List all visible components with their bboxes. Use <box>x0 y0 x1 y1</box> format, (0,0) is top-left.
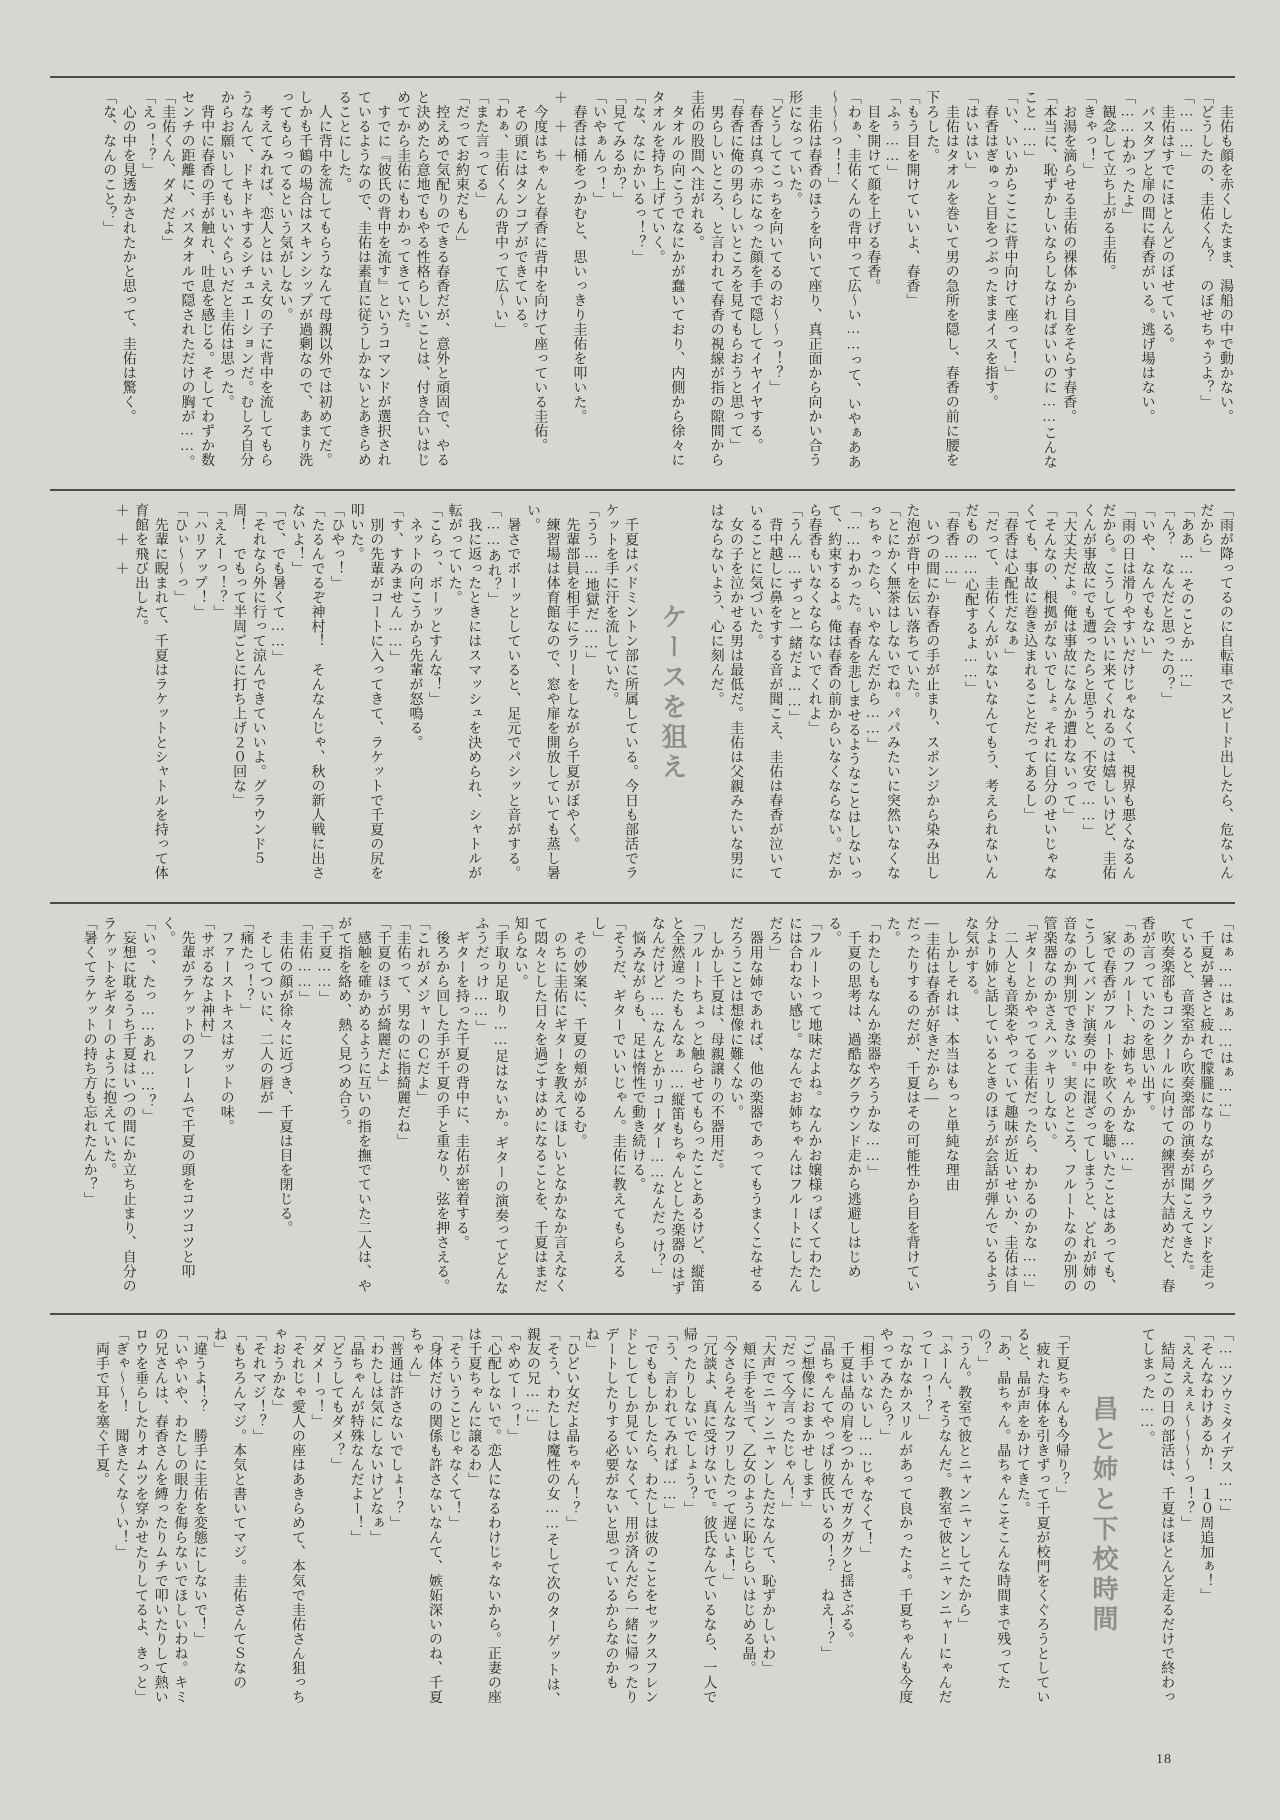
paragraph-line: そしてついに、二人の唇が― <box>257 916 273 1120</box>
page-number: 18 <box>1156 1752 1172 1767</box>
paragraph-line: ＋ ＋ ＋ <box>551 90 567 163</box>
paragraph-line: 「きゃっ！」 <box>1080 90 1096 177</box>
paragraph-line: 「だってお約束だもん」 <box>453 90 469 250</box>
paragraph-line: 「だって、圭佑くんがいないなんてもう、考えられないんだもの……心配するよ……」 <box>963 503 998 880</box>
paragraph-line: タオルの向こうでなにかが蠢いており、内側から徐々にタオルを持ち上げていく。 <box>649 90 685 467</box>
paragraph-line: 目を開けて顔を上げる春香。 <box>865 90 881 293</box>
paragraph-line: 悩みながらも、足は惰性で動き続ける。 <box>630 916 646 1192</box>
paragraph-line: 吹奏楽部もコンクールに向けての練習が大詰めだと、春香が言っていたのを思い出す。 <box>1139 916 1175 1293</box>
text-band-4 <box>50 1313 1235 1707</box>
paragraph-line: 「わたしは気にしないけどなぁ」 <box>368 1327 384 1545</box>
paragraph-line: 「わぁ、圭佑くんの背中って広～い」 <box>493 90 509 337</box>
paragraph-line: 「普通は許さないでしょ！？」 <box>387 1327 403 1530</box>
paragraph-line: 「ふぅ……」 <box>884 90 900 179</box>
section-divider-line <box>50 902 1235 904</box>
story-text-flow <box>91 1327 1071 1707</box>
paragraph-line: 「……あれ？」 <box>485 503 501 607</box>
paragraph-line: 圭佑はすでにほとんどのぼせている。 <box>1159 90 1175 351</box>
paragraph-line: 「そう、わたしは魔性の女……そして次のターゲットは、親友の兄……」 <box>525 1327 560 1706</box>
vertical-text-block-3 <box>50 916 1235 1296</box>
story-text-flow <box>99 90 1235 470</box>
vertical-text-block-4 <box>50 1327 1235 1707</box>
paragraph-line: 「もちろんマジ。本気と書いてマジ。圭佑さんてＳなのね」 <box>211 1327 247 1690</box>
paragraph-line: 「違うよ！？ 勝手に圭佑を変態にしないで！」 <box>191 1327 207 1646</box>
paragraph-line: 「な、なにかいるっ！？」 <box>630 90 646 264</box>
paragraph-line: 「どうしたの、圭佑くん？ のぼせちゃうよ？」 <box>1198 90 1214 409</box>
paragraph-line: 両手で耳を塞ぐ千夏。 <box>93 1327 109 1487</box>
paragraph-line: 「心配しないで。恋人になるわけじゃないから。正妻の座は千夏ちゃんに譲るわ」 <box>466 1327 501 1704</box>
paragraph-line: 「大丈夫だよ。俺は事故になんか遭わないって」 <box>1061 503 1077 822</box>
paragraph-line: 「そうだ、ギターでいいじゃん。圭佑に教えてもらえるし」 <box>591 916 626 1279</box>
paragraph-line: ＋ ＋ ＋ <box>113 503 129 576</box>
story-text-flow <box>79 916 1235 1296</box>
paragraph-line: 「えええぇぇ～～～～っ！？」 <box>1178 1327 1194 1530</box>
paragraph-line: 観念して立ち上がる圭佑。 <box>1100 90 1116 279</box>
paragraph-line: 先輩がラケットのフレームで千夏の頭をコツコツと叩く。 <box>159 916 195 1279</box>
story-text-flow <box>706 503 1235 883</box>
paragraph-line: その妙案に、千夏の頬がゆるむ。 <box>571 916 587 1148</box>
paragraph-line: 「だって今言ったじゃん！」 <box>779 1327 795 1516</box>
paragraph-line: 人に背中を流してもらうなんて母親以外では初めてだ。しかも千鶴の場合はスキンシップが過剰なので、あまり洗ってもらってるという気がしない。 <box>277 90 332 467</box>
text-band-3 <box>50 902 1235 1296</box>
paragraph-line: ファーストキスはガットの味。 <box>218 916 234 1134</box>
paragraph-line: 春香はぎゅっと目をつぶったままイスを指す。 <box>982 90 998 409</box>
paragraph-line: 千夏はバドミントン部に所属している。今日も部活でラケットを手に汗を流していた。 <box>603 503 638 880</box>
paragraph-line: 「な、なんのこと？」 <box>101 90 117 235</box>
paragraph-line: 「どうしてこっちを向いてるのお～～っ！？」 <box>767 90 783 395</box>
paragraph-line: 男らしいところ、と言われて春香の視線が指の隙間から圭佑の股間へ注がれる。 <box>688 90 724 467</box>
paragraph-line: 別の先輩がコートに入ってきて、ラケットで千夏の尻を叩いた。 <box>348 503 384 880</box>
paragraph-line: 「それじゃ愛人の座はあきらめて、本気で圭佑さん狙っちゃおうかな」 <box>270 1327 305 1704</box>
paragraph-line: 「あのフルート、お姉ちゃんかな……」 <box>1120 916 1136 1179</box>
paragraph-line: 「………」 <box>1178 90 1194 166</box>
paragraph-line: 妄想に耽るうち千夏はいつの間にか立ち止まり、自分のラケットをギターのように抱えていた。 <box>101 916 136 1293</box>
paragraph-line: 「うん。教室で彼とニャンニャンしてたから」 <box>956 1327 972 1632</box>
paragraph-line: 「ハリアップ！」 <box>191 503 207 619</box>
vertical-text-block-1 <box>50 90 1235 470</box>
paragraph-line: 「……わかった。春香を悲しませるようなことはしないって、約束するよ。俺は春香の前からいなくならない。だから春香もいなくならないでくれよ」 <box>806 503 861 882</box>
paragraph-line: 「春香……」 <box>943 503 959 592</box>
paragraph-line: 「千夏ちゃんも今帰り？」 <box>1054 1327 1070 1501</box>
paragraph-line: 「圭佑って、男なのに指綺麗だね」 <box>395 916 411 1148</box>
paragraph-line: だったりするのだが、千夏はその可能性から目を背けていた。 <box>884 916 920 1293</box>
story-title-akira: 昌と姉と下校時間 <box>1089 1395 1120 1635</box>
paragraph-line: バスタブと扉の間に春香がいる。逃げ場はない。 <box>1139 90 1155 424</box>
paragraph-line: 「いっ、たっ……あれ……？」 <box>140 916 156 1123</box>
paragraph-line: 「いやぁんっ！」 <box>591 90 606 206</box>
paragraph-line: 「圭佑……」 <box>297 916 313 1005</box>
paragraph-line: 「晶ちゃんてやっぱり彼氏いるの！？ ねえ！？」 <box>818 1327 834 1661</box>
paragraph-line: 圭佑も顔を赤くしたまま、湯船の中で動かない。 <box>1218 90 1233 424</box>
paragraph-line: 先輩部員を相手にラリーをしながら千夏がぼやく。 <box>564 503 580 851</box>
paragraph-line: 「手取り足取り……足はないか。ギターの演奏ってどんなふうだっけ……」 <box>473 916 509 1295</box>
paragraph-line: 頬に手を当て、乙女のように恥じらいはじめる晶。 <box>740 1327 756 1675</box>
paragraph-line: 「また言ってる」 <box>473 90 489 206</box>
paragraph-line: 「フルートって地味だよね。なんかお嬢様っぽくてわたしには合わない感じ。なんでお姉ちゃんはフルートにしたんだろ」 <box>767 916 822 1293</box>
paragraph-line: 「ああ……そのことか……」 <box>1178 503 1194 696</box>
paragraph-line: 「す、すみません……」 <box>387 503 403 665</box>
paragraph-line: その頭にはタンコブができている。 <box>512 90 528 337</box>
paragraph-line: 先輩に睨まれて、千夏はラケットとシャトルを持って体育館を飛び出した。 <box>133 503 168 880</box>
section-divider-line <box>50 489 1235 491</box>
paragraph-line: 練習場は体育館なので、窓や扉を開放していても蒸し暑い。 <box>525 503 560 880</box>
paragraph-line: ネットの向こうから先輩が怒鳴る。 <box>407 503 423 750</box>
paragraph-line: 「そんなわけあるか！ １０周追加ぁ！」 <box>1198 1327 1214 1603</box>
paragraph-line: 「ひどい女だよ晶ちゃん！？」 <box>564 1327 580 1530</box>
paragraph-line: 「そういうことじゃなくて！」 <box>446 1327 462 1530</box>
paragraph-line: 「ダメーっ！」 <box>309 1327 325 1429</box>
paragraph-line: 「春香は心配性だなぁ」 <box>1002 503 1018 663</box>
story-text-flow <box>1137 1327 1235 1707</box>
paragraph-line: 「もう目を開けていいよ、春香」 <box>904 90 920 308</box>
paragraph-line: 「やめてーっ！」 <box>505 1327 521 1443</box>
paragraph-line: 結局この日の部活は、千夏はほとんど走るだけで終わってしまった……。 <box>1139 1327 1175 1704</box>
paragraph-line: 「うう……地獄だ……」 <box>583 503 599 667</box>
paragraph-line: 「暑くてラケットの持ち方も忘れたんか？」 <box>81 916 97 1206</box>
paragraph-line: 「なかなかスリルがあって良かったよ。千夏ちゃんも今度やってみたら？」 <box>877 1327 913 1704</box>
paragraph-line: 「とにかく無茶はしないでね。パパみたいに突然いなくなっちゃったら、いやなんだから……」 <box>865 503 900 880</box>
paragraph-line: 心の中を見透かされたかと思って、圭佑は驚く。 <box>120 90 136 424</box>
paragraph-line: 「冗談よ、真に受けないで。彼氏なんているなら、一人で帰ったりしないでしょう？」 <box>681 1327 717 1704</box>
paragraph-line: 圭佑はタオルを巻いて男の急所を隠し、春香の前に腰を下ろした。 <box>924 90 959 467</box>
paragraph-line: しかし千夏は、母親譲りの不器用だ。 <box>708 916 724 1177</box>
story-title-case: ケースを狙え <box>657 603 688 783</box>
paragraph-line: 「圭佑くん、ダメだよ」 <box>159 90 175 250</box>
paragraph-line: 「相手いないし……じゃなくて！」 <box>858 1327 874 1561</box>
paragraph-line: 後ろから回した手が千夏の手と重なり、弦を押さえる。 <box>434 916 450 1293</box>
paragraph-line: 「えっ！？」 <box>140 90 156 177</box>
paragraph-line: 控えめで気配りのできる春香だが、意外と頑固で、やると決めたら意地でもやる性格らしいことは、付き合いはじめてから圭佑にもわかってきていた。 <box>395 90 450 467</box>
paragraph-line: 「見てみるか？」 <box>610 90 626 206</box>
paragraph-line: 背中に春香の手が触れ、吐息を感じる。そしてわずか数センチの距離に、バスタオルで隠されただけの胸が……。 <box>179 90 215 469</box>
paragraph-line: 疲れた身体を引きずって千夏が校門をくぐろうとしていると、晶が声をかけてきた。 <box>1014 1327 1050 1704</box>
paragraph-line: 「それマジ！？」 <box>250 1327 266 1443</box>
paragraph-line: 「ぎゃ～～！ 聞きたくな～い！」 <box>113 1327 129 1559</box>
paragraph-line: 「雨の日は滑りやすいだけじゃなくて、視界も悪くなるんだから。こうして会いに来てくれるのは嬉しいけど、圭佑くんが事故にでも遭ったらと思うと、不安で……」 <box>1080 503 1136 880</box>
paragraph-line: 「千夏のほうが綺麗だよ」 <box>375 916 391 1090</box>
paragraph-line: 千夏は晶の肩をつかんでガクガクと揺さぶる。 <box>838 1327 854 1646</box>
paragraph-line: 「ええーっ！？」 <box>211 503 227 619</box>
paragraph-line: 「はいはい」 <box>963 90 979 177</box>
paragraph-line: 背中越しに鼻をすする音が聞こえ、圭佑は春香が泣いていることに気づいた。 <box>747 503 783 880</box>
paragraph-line: 「雨が降ってるのに自転車でスピード出したら、危ないんだから」 <box>1198 503 1233 880</box>
paragraph-line: のちに圭佑にギターを教えてほしいとなかなか言えなくて悶々とした日々を過ごすはめになることを、千夏はまだ知らない。 <box>512 916 567 1293</box>
paragraph-line: 「こらっ、ボーッとすんな！」 <box>427 503 443 706</box>
paragraph-line: 千夏の思考は、過酷なグラウンド走から逃避しはじめる。 <box>826 916 861 1279</box>
vertical-text-block-2 <box>50 503 1235 883</box>
paragraph-line: 「晶ちゃんが特殊なんだよー！」 <box>348 1327 364 1545</box>
paragraph-line: 「千夏……」 <box>316 916 332 1005</box>
paragraph-line: 「大声でニャンニャンしただなんて、恥ずかしいわ」 <box>760 1327 776 1675</box>
paragraph-line: 「う、言われてみれば……」 <box>662 1327 678 1518</box>
paragraph-line: 「いやいや、わたしの眼力を侮らないでほしいわね。キミの兄さんは、春香さんを縛ったりムチで叩いたりして熱いロウを垂らしたりオムツを穿かせたりしてるよ、きっと」 <box>133 1327 188 1704</box>
paragraph-line: 「それなら外に行って涼んできていいよ。グラウンド５周！ でもって半周ごとに打ち上げ２０回な」 <box>231 503 266 866</box>
paragraph-line: 今度はちゃんと春香に背中を向けて座っている圭佑。 <box>532 90 548 453</box>
paragraph-line: 「たるんでるぞ神村！ そんなんじゃ、秋の新人戦に出さないよ！」 <box>289 503 325 880</box>
paragraph-line: 千夏が暑さと疲れで朦朧になりながらグラウンドを走っていると、音楽室から吹奏楽部の演奏が聞こえてきた。 <box>1178 916 1214 1293</box>
paragraph-line: 「うん……ずっと一緒だよ……」 <box>786 503 802 725</box>
paragraph-line: 「はぁ……はぁ……はぁ……」 <box>1218 916 1233 1125</box>
paragraph-line: 「でももしかしたら、わたしは彼のことをセックスフレンドとしてしか見ていなくて、用が済んだら一緒に帰ったりデートしたりする必要がないと思っているからなのかもね」 <box>583 1327 658 1704</box>
paragraph-line: すでに『彼氏の背中を流す』というコマンドが選択されているようなので、圭佑は素直に従うしかないとあきらめることにした。 <box>336 90 391 467</box>
text-band-2 <box>50 489 1235 883</box>
paragraph-line: 「そんなの、根拠がないでしょ。それに自分のせいじゃなくても、事故に巻き込まれることだってあるし」 <box>1022 503 1057 880</box>
paragraph-line: 「春香に俺の男らしいところを見てもらおうと思って」 <box>728 90 744 453</box>
story-text-flow <box>111 503 640 883</box>
paragraph-line: 「本当に、恥ずかしいならしなければいいのに……こんなこと……」 <box>1022 90 1057 469</box>
paragraph-line: 「ご想像におまかせします」 <box>799 1327 815 1516</box>
paragraph-line: 考えてみれば、恋人とはいえ女の子に背中を流してもらうなんて、ドキドキするシチュエーションだ。むしろ自分からお願いしてもいいぐらいだと圭佑は思った。 <box>218 90 273 467</box>
paragraph-line: 「これがメジャーのＣだよ」 <box>414 916 430 1105</box>
paragraph-line: 「わぁ、圭佑くんの背中って広～い……って、いやぁああ～～～っ！！」 <box>826 90 861 469</box>
paragraph-line: 「今さらそんなフリしたって遅いよ！」 <box>720 1327 736 1588</box>
paragraph-line: 「……わかったよ」 <box>1120 90 1136 223</box>
paragraph-line: 女の子を泣かせる男は最低だ。圭佑は父親みたいな男にはならないよう、心に刻んだ。 <box>708 503 744 880</box>
paragraph-line: 「どうしてもダメ？」 <box>329 1327 345 1472</box>
paragraph-line: 器用な姉であれば、他の楽器であってもうまくこなせるだろうことは想像に難くない。 <box>728 916 763 1293</box>
paragraph-line: 圭佑の顔が徐々に近づき、千夏は目を閉じる。 <box>277 916 293 1235</box>
paragraph-line: 「ギターとかやってる圭佑だったら、わかるのかな……」 <box>1022 916 1038 1295</box>
paragraph-line: 「サボるなよ神村」 <box>199 916 215 1047</box>
paragraph-line: ギターを持った千夏の背中に、圭佑が密着する。 <box>453 916 469 1250</box>
paragraph-line: 「あ、晶ちゃん。晶ちゃんこそこんな時間まで残ってたの？」 <box>975 1327 1011 1690</box>
paragraph-line: 「痛たっ！？」 <box>238 916 254 1018</box>
paragraph-line: 「ふーん、そうなんだ。教室で彼とニャンニャーにゃんだってーっ！？」 <box>916 1327 952 1704</box>
paragraph-line: 「フルートちょっと触らせてもらったことあるけど、縦笛と全然違ったもんなぁ……縦笛もちゃんとした楽器のはずなんだけど……なんとかリコーダー……なんだっけ？」 <box>649 916 704 1295</box>
section-divider-line <box>50 1313 1235 1315</box>
paragraph-line: 「い、いいからここに背中向けて座って！」 <box>1002 90 1018 380</box>
paragraph-line: 「……ソウミタイデス……」 <box>1218 1327 1233 1520</box>
paragraph-line: 「で、でも暑くて……」 <box>270 503 286 665</box>
paragraph-line: 「いや、なんでもない」 <box>1139 503 1155 663</box>
paragraph-line: 春香は真っ赤になった顔を手で隠してイヤイヤする。 <box>747 90 763 453</box>
paragraph-line: 「身体だけの関係も許さないなんて、嫉妬深いのね、千夏ちゃん」 <box>407 1327 443 1704</box>
paragraph-line: 「ん？ なんだと思ったの？」 <box>1159 503 1175 706</box>
paragraph-line: 我に返ったときにはスマッシュを決められ、シャトルが転がっていた。 <box>446 503 482 880</box>
paragraph-line: 感触を確かめるように互いの指を撫でていた二人は、やがて指を絡め、熱く見つめ合う。 <box>336 916 371 1293</box>
paragraph-line: お湯を滴らせる圭佑の裸体から目をそらす春香。 <box>1061 90 1077 424</box>
text-band-1 <box>50 76 1235 470</box>
paragraph-line: いつの間にか春香の手が止まり、スポンジから染み出した泡が背中を伝い落ちていた。 <box>904 503 940 880</box>
paragraph-line: 「わたしもなんか楽器やろうかな……」 <box>865 916 881 1179</box>
paragraph-line: 「ひぃ～～っ」 <box>172 503 188 605</box>
paragraph-line: 「ひやっ！」 <box>329 503 345 590</box>
paragraph-line: 家で春香がフルートを吹くのを聴いたことはあっても、こうしてバンド演奏の中に混ざってしまうと、どれが姉の音なのか判別できない。実のところ、フルートなのか別の管楽器なのかさえハッキリしない。 <box>1041 916 1116 1293</box>
paragraph-line: 暑さでボーッとしていると、足元でパシッと音がする。 <box>505 503 521 880</box>
paragraph-line: 春香は桶をつかむと、思いっきり圭佑を叩いた。 <box>571 90 587 424</box>
paragraph-line: 二人とも音楽をやっていて趣味が近いせいか、圭佑は自分より姉と話しているときのほうが会話が弾んでいるような気がする。 <box>963 916 1018 1293</box>
paragraph-line: 圭佑は春香のほうを向いて座り、真正面から向かい合う形になっていた。 <box>786 90 822 467</box>
section-divider-line <box>50 76 1235 78</box>
paragraph-line: ―圭佑は春香が好きだから― <box>924 916 940 1107</box>
paragraph-line: しかしそれは、本当はもっと単純な理由 <box>943 916 959 1192</box>
